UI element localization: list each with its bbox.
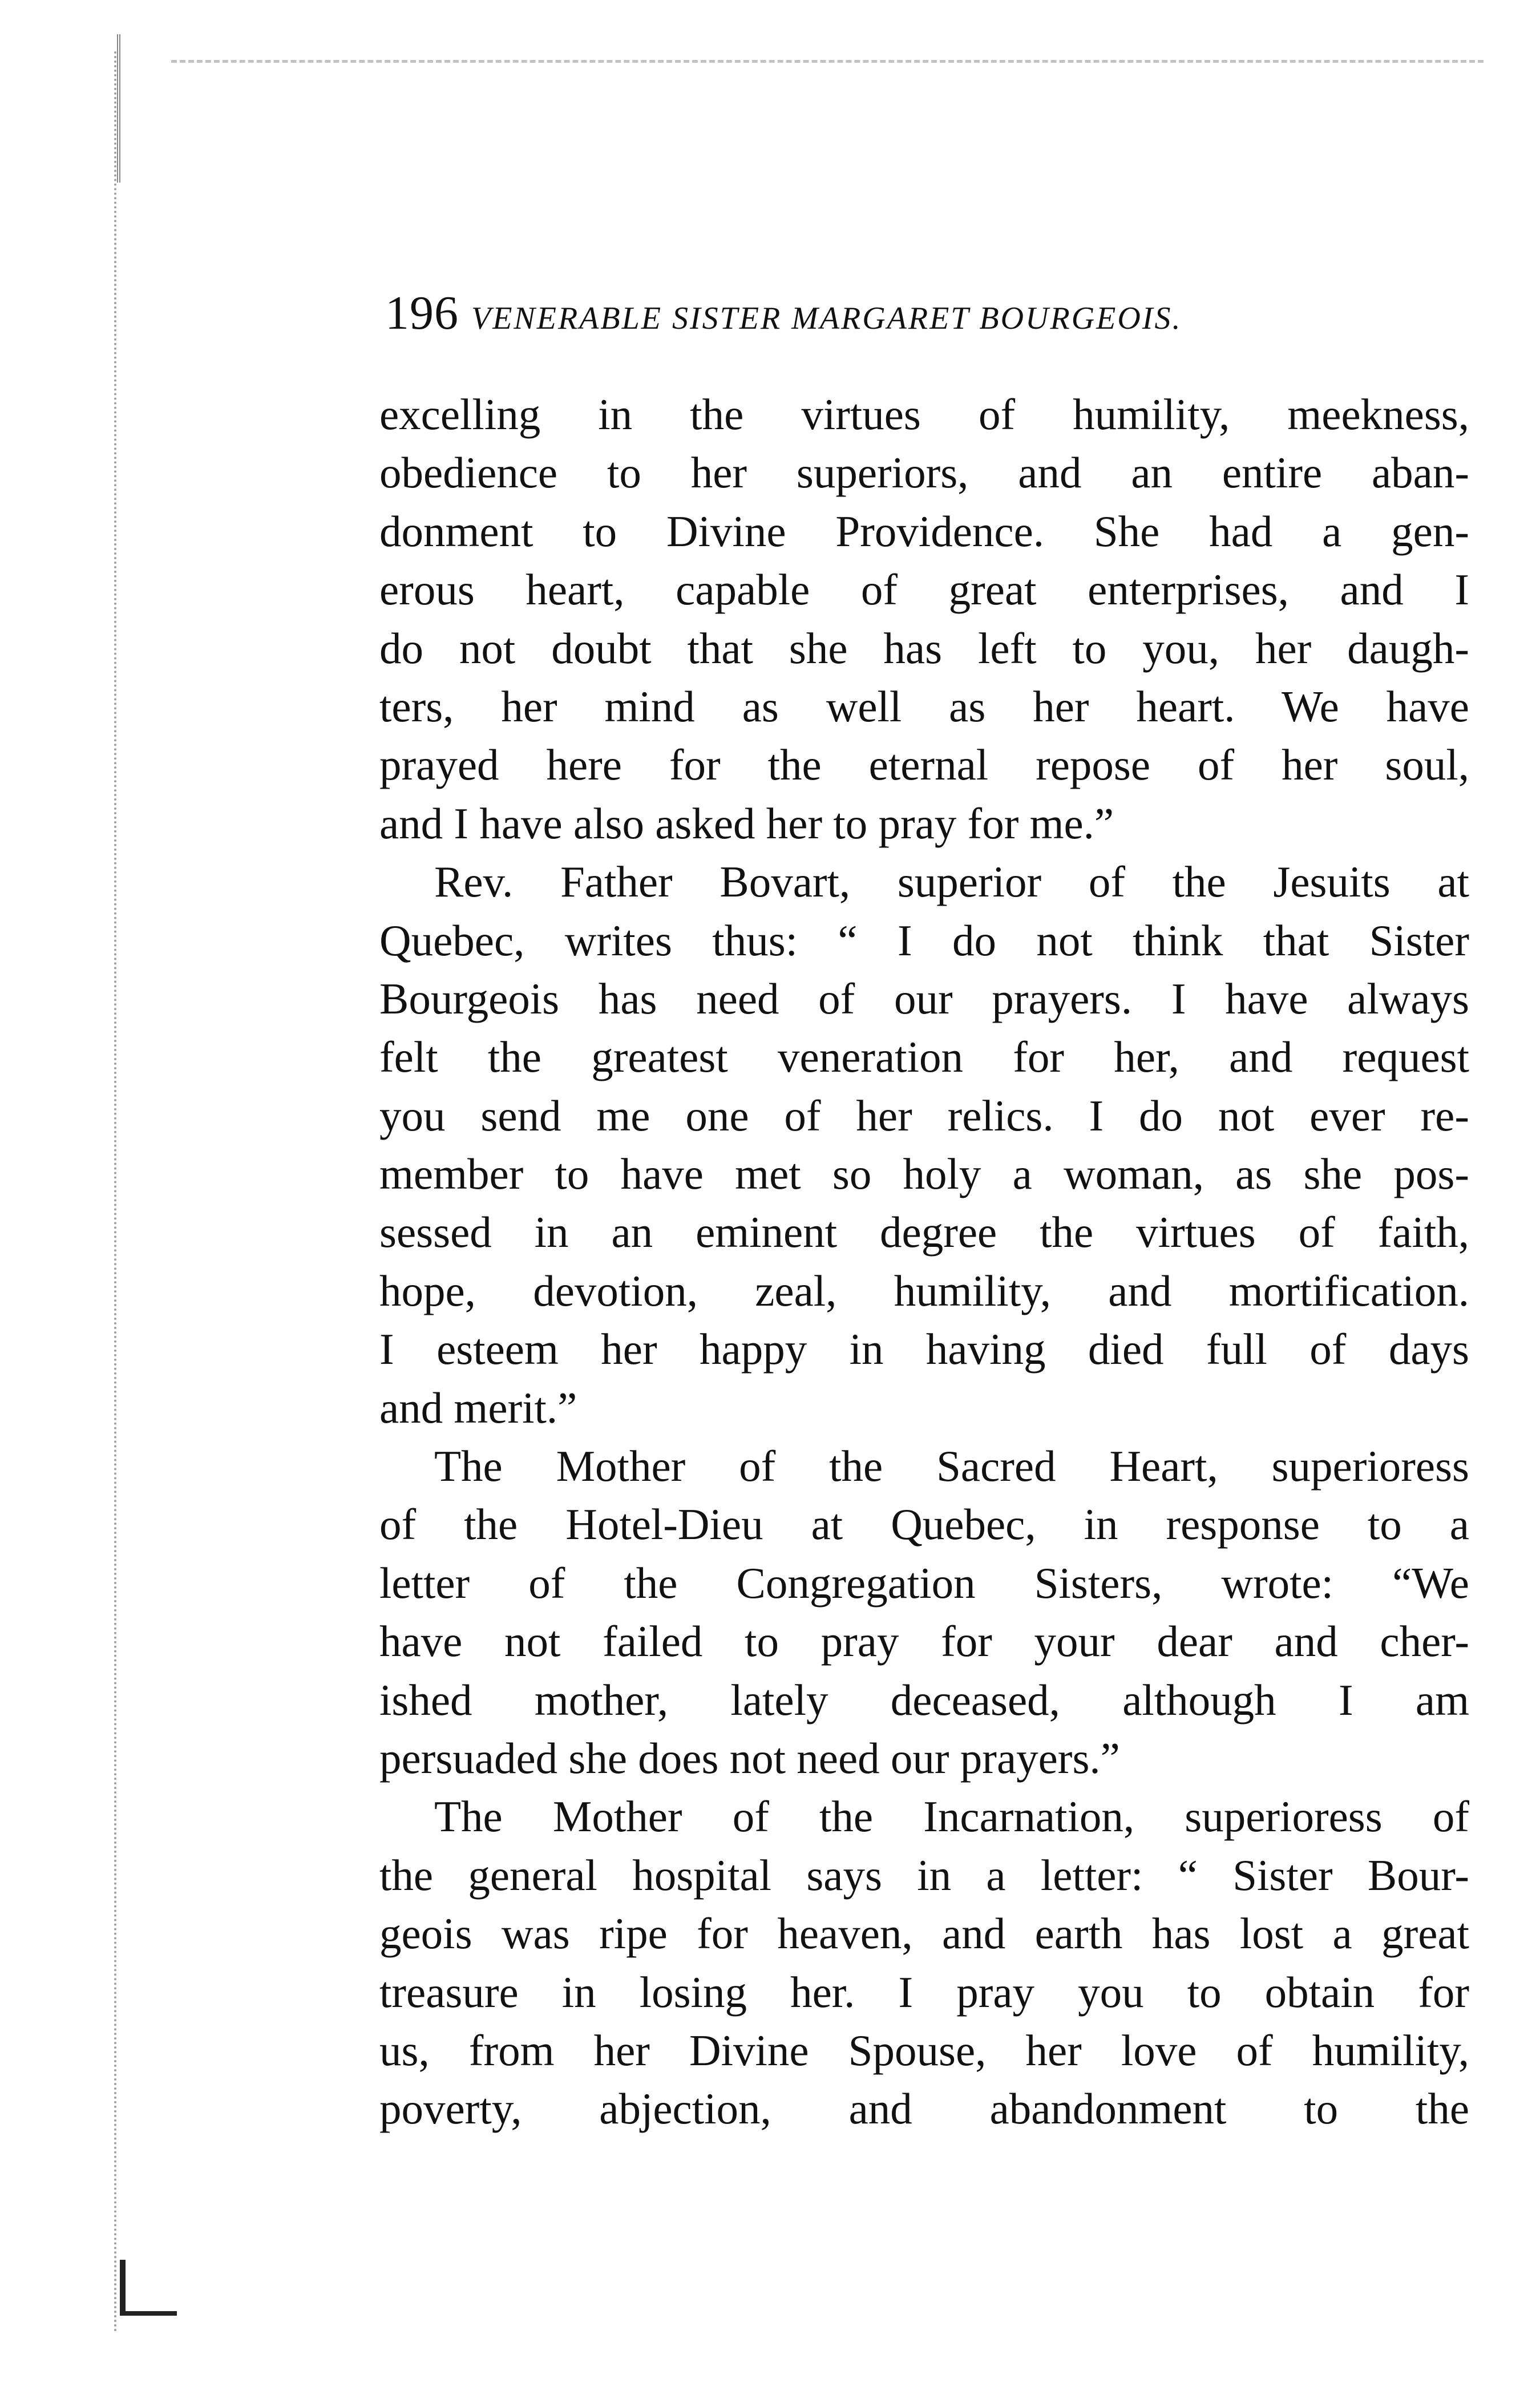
text-line: do not doubt that she has left to you, her daugh-: [379, 623, 1469, 673]
text-line: prayed here for the eternal repose of her soul,: [379, 740, 1469, 790]
text-line: The Mother of the Incarnation, superioress of: [434, 1792, 1469, 1841]
running-title: VENERABLE SISTER MARGARET BOURGEOIS.: [471, 301, 1182, 336]
text-line: poverty, abjection, and abandonment to the: [379, 2084, 1469, 2134]
binding-corner-mark: [120, 2260, 177, 2316]
body-text: [379, 385, 1469, 2138]
text-line: Bourgeois has need of our prayers. I have always: [379, 974, 1469, 1023]
text-line: and merit.”: [379, 1383, 577, 1432]
text-line: erous heart, capable of great enterprises, and I: [379, 565, 1469, 615]
text-line: sessed in an eminent degree the virtues of faith,: [379, 1207, 1469, 1257]
text-line: excelling in the virtues of humility, meekness,: [379, 390, 1469, 439]
running-head: [385, 285, 1469, 354]
text-line: you send me one of her relics. I do not ever re-: [379, 1091, 1469, 1140]
text-line: ished mother, lately deceased, although I am: [379, 1675, 1469, 1724]
text-line: geois was ripe for heaven, and earth has lost a great: [379, 1909, 1469, 1958]
text-line: Quebec, writes thus: “ I do not think that Sister: [379, 915, 1469, 965]
text-line: ters, her mind as well as her heart. We have: [379, 681, 1469, 731]
text-line: hope, devotion, zeal, humility, and mortification.: [379, 1266, 1469, 1315]
text-line: obedience to her superiors, and an entire aban-: [379, 448, 1469, 498]
gutter-speckle: [114, 51, 134, 2334]
text-line: The Mother of the Sacred Heart, superioress: [434, 1441, 1469, 1491]
text-line: treasure in losing her. I pray you to obtain for: [379, 1967, 1469, 2017]
text-line: us, from her Divine Spouse, her love of humility,: [379, 2025, 1469, 2075]
text-line: donment to Divine Providence. She had a gen-: [379, 506, 1469, 556]
text-line: I esteem her happy in having died full of days: [379, 1324, 1469, 1374]
text-line: have not failed to pray for your dear and cher-: [379, 1617, 1469, 1666]
text-line: persuaded she does not need our prayers.”: [379, 1733, 1120, 1783]
text-line: of the Hotel-Dieu at Quebec, in response to a: [379, 1500, 1469, 1549]
text-line: member to have met so holy a woman, as she pos-: [379, 1149, 1469, 1199]
text-line: letter of the Congregation Sisters, wrote: “We: [379, 1558, 1469, 1608]
text-line: felt the greatest veneration for her, and request: [379, 1032, 1469, 1082]
text-line: and I have also asked her to pray for me.”: [379, 798, 1114, 848]
text-line: Rev. Father Bovart, superior of the Jesuits at: [434, 857, 1469, 907]
scan-edge-mark: [171, 60, 1484, 63]
text-line: the general hospital says in a letter: “ Sister Bour-: [379, 1850, 1469, 1900]
page-number: 196: [385, 286, 459, 340]
